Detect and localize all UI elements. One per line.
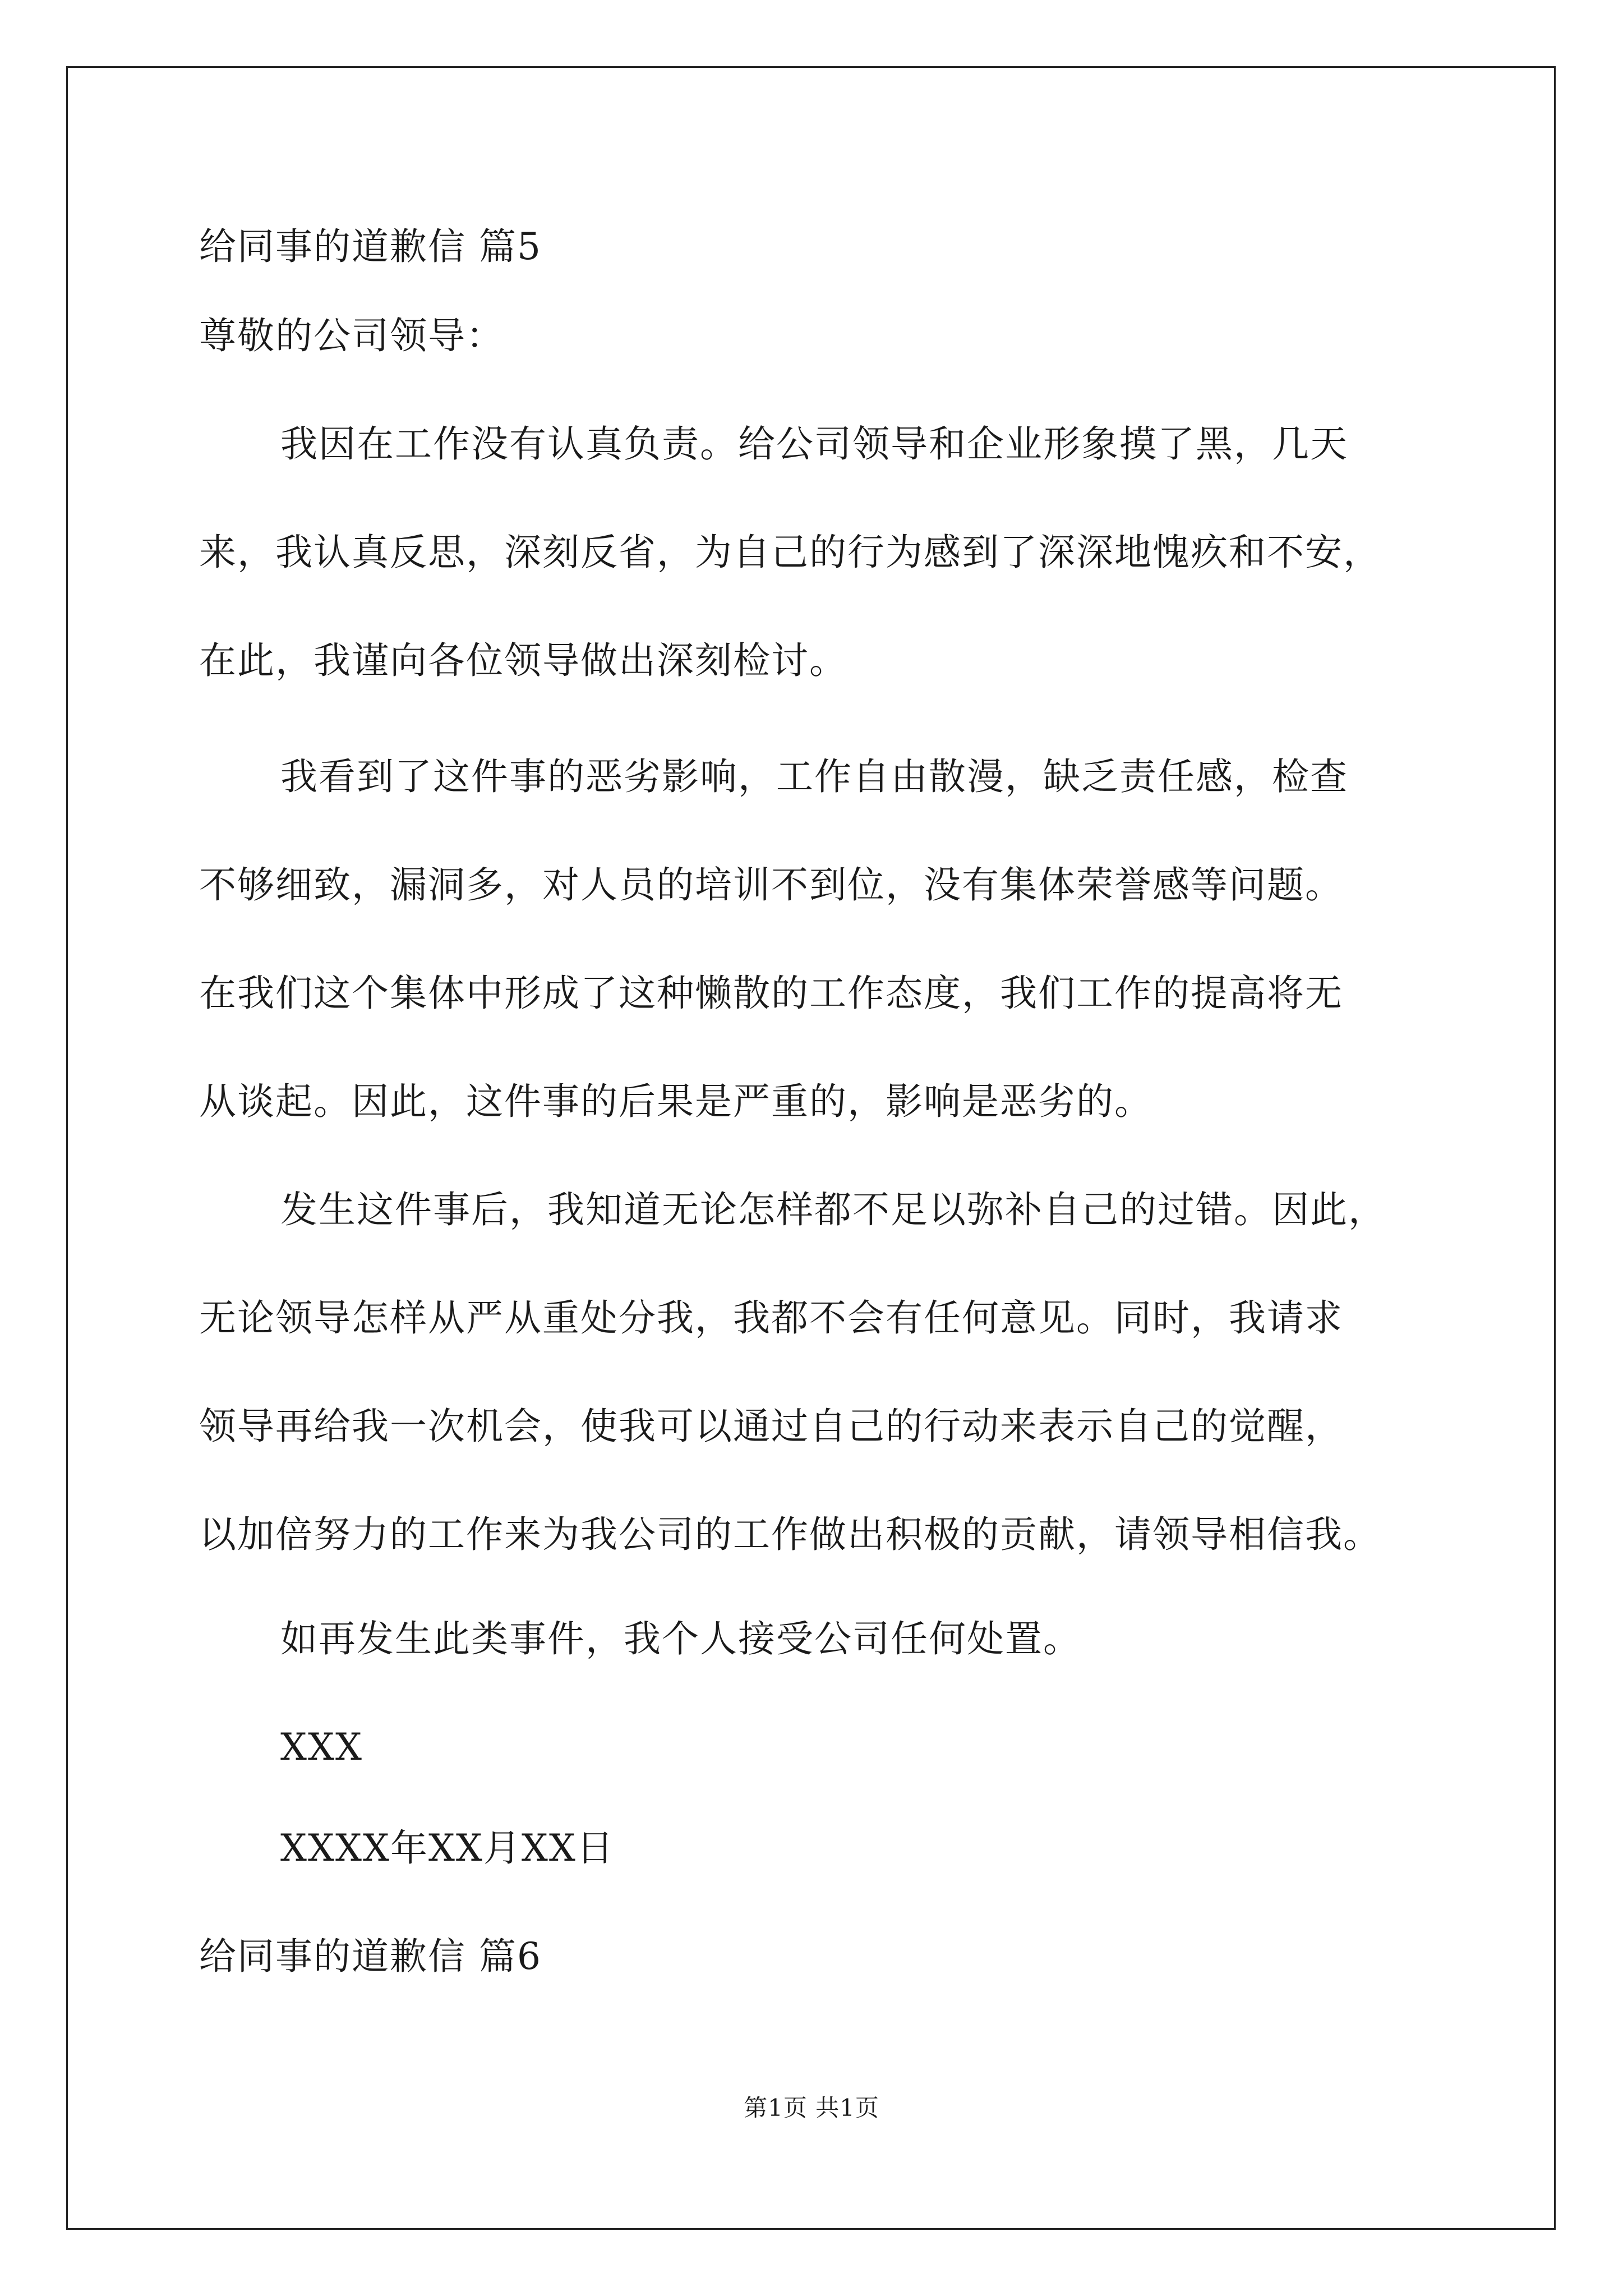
para3-line4: 以加倍努力的工作来为我公司的工作做出积极的贡献，请领导相信我。 [199,1513,1381,1556]
para2-line4: 从谈起。因此，这件事的后果是严重的，影响是恶劣的。 [199,1080,1152,1123]
para3-line1: 发生这件事后，我知道无论怎样都不足以弥补自己的过错。因此， [280,1188,1386,1231]
para1-line3: 在此，我谨向各位领导做出深刻检讨。 [199,639,847,682]
section-heading-5: 给同事的道歉信 篇5 [199,225,542,268]
para2-line3: 在我们这个集体中形成了这种懒散的工作态度，我们工作的提高将无 [199,972,1343,1015]
date: XXXX年XX月XX日 [280,1826,615,1870]
page-border [66,66,1556,2230]
para3-line3: 领导再给我一次机会，使我可以通过自己的行动来表示自己的觉醒， [199,1405,1343,1448]
para2-line1: 我看到了这件事的恶劣影响，工作自由散漫，缺乏责任感，检查 [280,755,1348,798]
para1-line1: 我因在工作没有认真负责。给公司领导和企业形象摸了黑，几天 [280,422,1348,466]
salutation: 尊敬的公司领导： [199,314,504,357]
signature: XXX [280,1726,363,1769]
para3-line2: 无论领导怎样从严从重处分我，我都不会有任何意见。同时，我请求 [199,1296,1343,1340]
page-number-footer: 第1页 共1页 [744,2094,879,2122]
para2-line2: 不够细致，漏洞多，对人员的培训不到位，没有集体荣誉感等问题。 [199,863,1343,907]
para4: 如再发生此类事件，我个人接受公司任何处置。 [280,1617,1081,1660]
para1-line2: 来，我认真反思，深刻反省，为自己的行为感到了深深地愧疚和不安， [199,531,1381,574]
section-heading-6: 给同事的道歉信 篇6 [199,1935,542,1978]
